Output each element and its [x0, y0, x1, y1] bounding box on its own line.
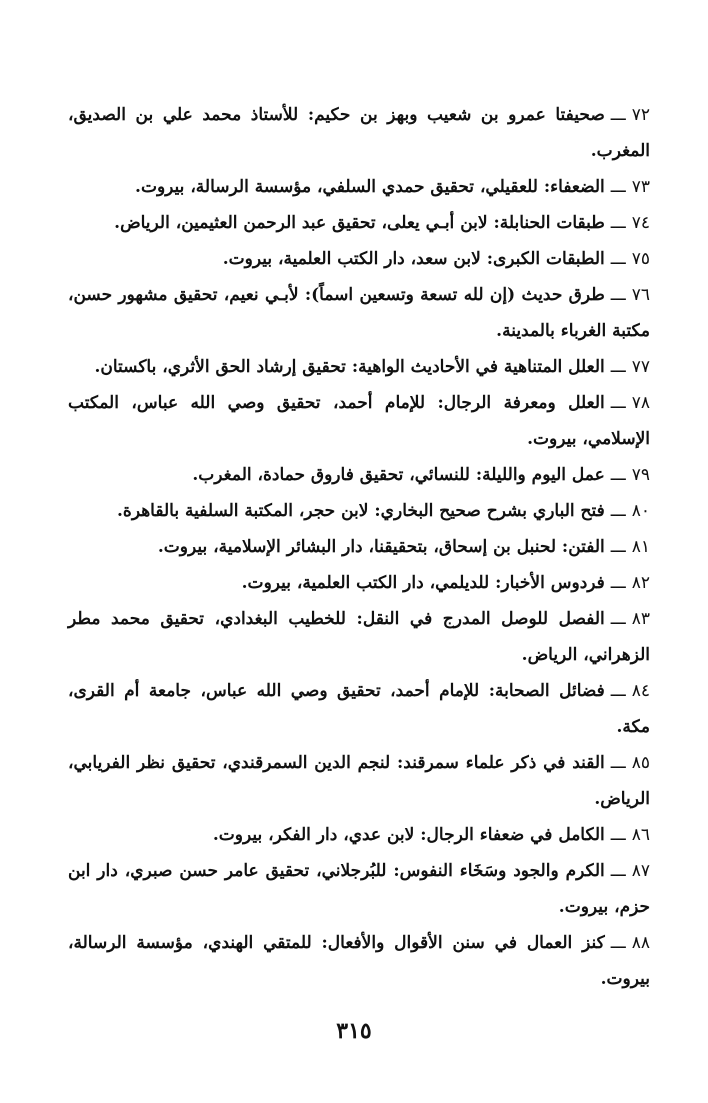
entry-text: الفصل للوصل المدرج في النقل: للخطيب البغدادي، تحقيق محمد مطر الزهراني، الرياض. — [68, 609, 650, 665]
entry-text: الفتن: لحنبل بن إسحاق، بتحقيقنا، دار البشائر الإسلامية، بيروت. — [157, 537, 605, 557]
list-item — [68, 565, 650, 601]
entry-dash: ـــ — [610, 249, 626, 269]
entry-dash: ـــ — [610, 177, 626, 197]
entry-dash: ـــ — [610, 465, 626, 485]
entry-number: ٨٥ — [631, 753, 650, 773]
entry-dash: ـــ — [610, 609, 626, 629]
entry-dash: ـــ — [610, 573, 626, 593]
entry-text: صحيفتا عمرو بن شعيب وبهز بن حكيم: للأستاذ محمد علي بن الصديق، المغرب. — [68, 105, 650, 161]
list-item — [68, 349, 650, 385]
entry-number: ٧٨ — [631, 393, 650, 413]
list-item — [68, 745, 650, 817]
list-item — [68, 457, 650, 493]
list-item — [68, 853, 650, 925]
entry-text: كنز العمال في سنن الأقوال والأفعال: للمتقي الهندي، مؤسسة الرسالة، بيروت. — [68, 933, 650, 989]
list-item — [68, 385, 650, 457]
list-item — [68, 529, 650, 565]
entry-text: الكامل في ضعفاء الرجال: لابن عدي، دار الفكر، بيروت. — [212, 825, 605, 845]
entry-number: ٧٤ — [631, 213, 650, 233]
entry-text: عمل اليوم والليلة: للنسائي، تحقيق فاروق حمادة، المغرب. — [192, 465, 605, 485]
list-item — [68, 817, 650, 853]
entry-text: العلل المتناهية في الأحاديث الواهية: تحقيق إرشاد الحق الأثري، باكستان. — [94, 357, 605, 377]
entry-text: الطبقات الكبرى: لابن سعد، دار الكتب العلمية، بيروت. — [222, 249, 605, 269]
entry-text: فتح الباري بشرح صحيح البخاري: لابن حجر، المكتبة السلفية بالقاهرة. — [117, 501, 605, 521]
entry-dash: ـــ — [610, 357, 626, 377]
entry-dash: ـــ — [610, 681, 626, 701]
list-item — [68, 241, 650, 277]
entry-number: ٧٣ — [631, 177, 650, 197]
entry-text: العلل ومعرفة الرجال: للإمام أحمد، تحقيق وصي الله عباس، المكتب الإسلامي، بيروت. — [68, 393, 650, 449]
list-item — [68, 925, 650, 997]
list-item — [68, 169, 650, 205]
entry-number: ٧٩ — [631, 465, 650, 485]
entry-number: ٨٢ — [631, 573, 650, 593]
entry-dash: ـــ — [610, 933, 626, 953]
list-item — [68, 97, 650, 169]
entry-number: ٨٣ — [631, 609, 650, 629]
bibliography-list — [68, 97, 650, 997]
entry-text: فردوس الأخبار: للديلمي، دار الكتب العلمية، بيروت. — [241, 573, 605, 593]
entry-number: ٨٦ — [631, 825, 650, 845]
list-item — [68, 277, 650, 349]
entry-text: الكرم والجود وسَخَاء النفوس: للبُرجلاني، تحقيق عامر حسن صبري، دار ابن حزم، بيروت. — [68, 861, 650, 917]
entry-dash: ـــ — [610, 393, 626, 413]
entry-text: طبقات الحنابلة: لابن أبـي يعلى، تحقيق عبد الرحمن العثيمين، الرياض. — [114, 213, 605, 233]
list-item — [68, 673, 650, 745]
entry-number: ٨٠ — [631, 501, 650, 521]
entry-dash: ـــ — [610, 285, 626, 305]
entry-dash: ـــ — [610, 537, 626, 557]
entry-number: ٧٧ — [631, 357, 650, 377]
list-item — [68, 601, 650, 673]
list-item — [68, 205, 650, 241]
entry-dash: ـــ — [610, 501, 626, 521]
entry-number: ٧٥ — [631, 249, 650, 269]
list-item — [68, 493, 650, 529]
entry-dash: ـــ — [610, 753, 626, 773]
entry-dash: ـــ — [610, 213, 626, 233]
entry-number: ٧٢ — [631, 105, 650, 125]
entry-number: ٨٨ — [631, 933, 650, 953]
entry-number: ٨٤ — [631, 681, 650, 701]
entry-dash: ـــ — [610, 105, 626, 125]
entry-number: ٨٧ — [631, 861, 650, 881]
entry-dash: ـــ — [610, 861, 626, 881]
entry-text: الضعفاء: للعقيلي، تحقيق حمدي السلفي، مؤسسة الرسالة، بيروت. — [135, 177, 605, 197]
entry-text: فضائل الصحابة: للإمام أحمد، تحقيق وصي الله عباس، جامعة أم القرى، مكة. — [68, 681, 650, 737]
entry-text: طرق حديث (إن لله تسعة وتسعين اسماً): لأبـي نعيم، تحقيق مشهور حسن، مكتبة الغرباء بالمدينة. — [68, 285, 650, 341]
entry-dash: ـــ — [610, 825, 626, 845]
entry-number: ٧٦ — [631, 285, 650, 305]
entry-text: القند في ذكر علماء سمرقند: لنجم الدين السمرقندي، تحقيق نظر الفريابي، الرياض. — [68, 753, 650, 809]
page-number: ٣١٥ — [336, 1018, 372, 1044]
entry-number: ٨١ — [631, 537, 650, 557]
